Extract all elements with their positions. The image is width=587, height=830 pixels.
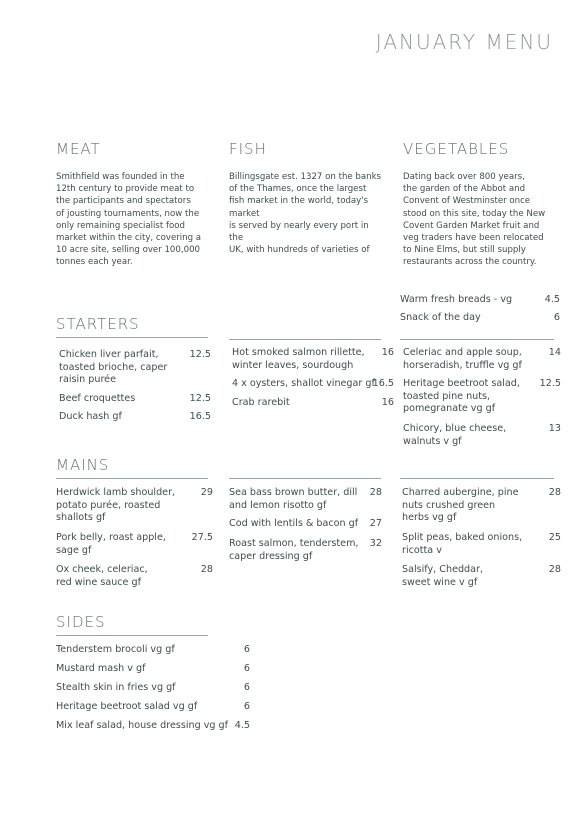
divider xyxy=(56,478,208,479)
item-price: 4.5 xyxy=(234,720,250,731)
item-price: 28 xyxy=(200,564,213,575)
category-title-vegetables: VEGETABLES xyxy=(403,140,510,158)
item-name: Stealth skin in fries vg gf xyxy=(56,682,176,693)
item-price: 16 xyxy=(381,347,394,358)
menu-item xyxy=(402,532,561,557)
item-price: 27 xyxy=(369,518,382,529)
item-name: Beef croquettes xyxy=(59,393,136,404)
item-price: 27.5 xyxy=(191,532,213,543)
item-name: Duck hash gf xyxy=(59,411,122,422)
item-price: 12.5 xyxy=(539,378,561,389)
item-name: Celeriac and apple soup, horseradish, truffle vg gf xyxy=(403,347,522,371)
item-name: Sea bass brown butter, dill and lemon risotto gf xyxy=(229,487,358,511)
list-item xyxy=(56,720,250,733)
menu-item xyxy=(232,397,394,410)
item-name: Charred aubergine, pine nuts crushed green herbs vg gf xyxy=(402,487,519,524)
extra-item xyxy=(400,294,560,307)
item-name: Herdwick lamb shoulder, potato purée, roasted shallots gf xyxy=(56,487,176,524)
item-price: 28 xyxy=(548,487,561,498)
menu-item xyxy=(402,487,561,525)
menu-item xyxy=(402,564,561,589)
item-price: 6 xyxy=(243,644,250,655)
item-name: Snack of the day xyxy=(400,312,481,323)
menu-item xyxy=(59,349,211,387)
list-item xyxy=(56,644,250,657)
item-price: 6 xyxy=(243,663,250,674)
category-title-meat: MEAT xyxy=(56,140,101,158)
category-title-fish: FISH xyxy=(229,140,267,158)
section-title-sides: SIDES xyxy=(56,613,106,631)
divider xyxy=(400,339,554,340)
item-name: Salsify, Cheddar, sweet wine v gf xyxy=(402,564,484,588)
list-item xyxy=(56,701,250,714)
menu-item xyxy=(232,347,394,372)
section-title-mains: MAINS xyxy=(56,456,110,474)
item-name: Cod with lentils & bacon gf xyxy=(229,518,359,529)
item-name: Roast salmon, tenderstem, caper dressing gf xyxy=(229,538,359,562)
item-name: Split peas, baked onions, ricotta v xyxy=(402,532,523,556)
item-price: 12.5 xyxy=(189,393,211,404)
menu-item xyxy=(403,347,561,372)
menu-item xyxy=(59,393,211,406)
menu-item xyxy=(56,487,213,525)
item-price: 12.5 xyxy=(189,349,211,360)
item-price: 14 xyxy=(548,347,561,358)
item-name: Heritage beetroot salad, toasted pine nuts, pomegranate vg gf xyxy=(403,378,520,415)
item-name: Crab rarebit xyxy=(232,397,290,408)
extra-item xyxy=(400,312,560,325)
item-price: 25 xyxy=(548,532,561,543)
item-price: 6 xyxy=(243,682,250,693)
item-name: Ox cheek, celeriac, red wine sauce gf xyxy=(56,564,148,588)
item-price: 16 xyxy=(381,397,394,408)
category-description-fish: Billingsgate est. 1327 on the banks of the Thames, once the largest fish market in the world, today's market is served by nearly every port in the UK, with hundreds of varieties of xyxy=(229,172,382,256)
item-price: 16.5 xyxy=(372,378,394,389)
list-item xyxy=(56,682,250,695)
menu-item xyxy=(229,487,382,512)
item-name: Chicory, blue cheese, walnuts v gf xyxy=(403,423,507,447)
item-price: 29 xyxy=(200,487,213,498)
menu-item xyxy=(56,564,213,589)
item-name: Mix leaf salad, house dressing vg gf xyxy=(56,720,229,731)
item-name: Warm fresh breads - vg xyxy=(400,294,513,305)
divider xyxy=(400,478,554,479)
category-description-vegetables: Dating back over 800 years, the garden of the Abbot and Convent of Westminster once stood on this site, today the New Covent Garden Market fruit and veg traders have been relocated to Nine Elms, but still supply restaurants across the country. xyxy=(403,172,546,268)
item-name: Mustard mash v gf xyxy=(56,663,146,674)
item-price: 16.5 xyxy=(189,411,211,422)
divider xyxy=(56,635,208,636)
divider xyxy=(229,339,381,340)
menu-item xyxy=(403,378,561,416)
menu-item xyxy=(59,411,211,424)
item-name: Pork belly, roast apple, sage gf xyxy=(56,532,166,556)
divider xyxy=(56,337,208,338)
item-name: Hot smoked salmon rillette, winter leaves, sourdough xyxy=(232,347,365,371)
menu-item xyxy=(56,532,213,557)
divider xyxy=(229,478,381,479)
item-price: 6 xyxy=(243,701,250,712)
menu-item xyxy=(229,538,382,563)
category-description-meat: Smithfield was founded in the 12th century to provide meat to the participants and spectators of jousting tournaments, now the only remaining specialist food market within the city, covering a 10 acre site, selling over 100,000 tonnes each year. xyxy=(56,172,202,268)
menu-item xyxy=(232,378,394,391)
section-title-starters: STARTERS xyxy=(56,315,140,333)
item-price: 13 xyxy=(548,423,561,434)
item-price: 28 xyxy=(548,564,561,575)
menu-item xyxy=(403,423,561,448)
item-name: 4 x oysters, shallot vinegar gf xyxy=(232,378,375,389)
item-price: 32 xyxy=(369,538,382,549)
item-price: 4.5 xyxy=(544,294,560,305)
item-name: Heritage beetroot salad vg gf xyxy=(56,701,198,712)
item-price: 28 xyxy=(369,487,382,498)
list-item xyxy=(56,663,250,676)
item-name: Chicken liver parfait, toasted brioche, caper raisin purée xyxy=(59,349,168,386)
menu-item xyxy=(229,518,382,531)
menu-title: JANUARY MENU xyxy=(375,30,553,54)
item-price: 6 xyxy=(553,312,560,323)
item-name: Tenderstem brocoli vg gf xyxy=(56,644,175,655)
